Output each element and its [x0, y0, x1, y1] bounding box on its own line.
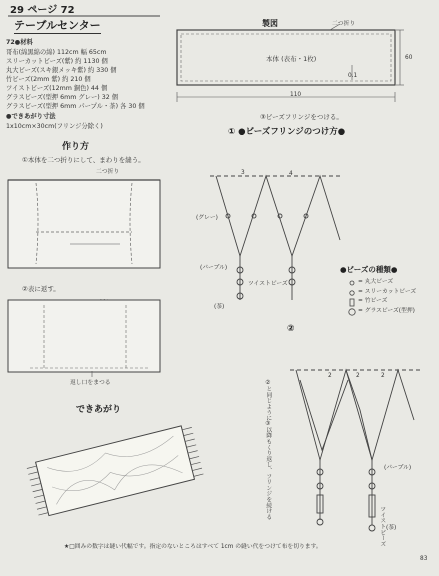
- fringe-count-3: 3: [241, 170, 245, 176]
- material-line: グラスビーズ(型押 6mm パープル・茶) 各 30 個: [6, 103, 145, 110]
- legend-heading: ●ビーズの種類●: [340, 265, 398, 274]
- legend-item: = スリーカットビーズ: [358, 289, 417, 295]
- fringe-count-4: 4: [289, 171, 293, 177]
- material-line: 哥布(綿黒綿の綿) 112cm 幅 65cm: [6, 49, 107, 56]
- fringe-diagram-1: [210, 176, 340, 300]
- page-reference: 29 ページ 72: [10, 5, 75, 16]
- howto-step1: ①本体を二つ折りにして、まわりを縫う。: [22, 156, 145, 164]
- pattern-width-dim: 110: [290, 92, 302, 98]
- fringe-intro: ③ビーズフリンジをつける。: [260, 113, 343, 121]
- label-twist-2: ツイストビーズ: [378, 506, 385, 547]
- finished-size: 1x10cm×30cm(フリンジ分除く): [6, 123, 103, 130]
- close-opening-label: 返し口をまつる: [70, 380, 111, 386]
- page-number: 83: [420, 556, 428, 562]
- material-line: グラスビーズ(型押 6mm グレー) 32 個: [6, 94, 119, 101]
- legend-icons: [349, 281, 355, 315]
- material-line: スリーカットビーズ(紫) 約 1130 個: [6, 58, 108, 65]
- footnote: ★□囲みの数字は縫い代幅です。指定のないところはすべて 1cm の縫い代をつけて布を切ります。: [64, 544, 322, 550]
- legend-item: = 竹ビーズ: [358, 298, 388, 304]
- finished-piece: [26, 423, 204, 517]
- legend-item: = グラスビーズ(型押): [358, 308, 415, 314]
- fringe-heading: ① ●ビーズフリンジのつけ方●: [228, 127, 346, 137]
- pattern-fold-label: 二つ折り: [332, 21, 356, 27]
- pattern-heading: 製図: [262, 19, 278, 28]
- howto-heading: 作り方: [62, 142, 90, 152]
- label-purple-2: (パープル): [384, 465, 412, 471]
- fringe-diagram-2: [290, 370, 420, 531]
- label-twist: ツイストビーズ: [248, 281, 288, 287]
- step1-fabric: [8, 180, 160, 268]
- material-line: 竹ビーズ(2mm 紫) 約 210 個: [6, 76, 91, 83]
- howto-step2: ②表に返す。: [22, 285, 60, 293]
- material-line: ツイストビーズ(12mm 銅色) 44 個: [6, 85, 108, 92]
- fringe-side-note: ②と同じように③以降もくり返し、フリンジを続ける: [264, 380, 271, 520]
- label-brown: (茶): [214, 304, 225, 310]
- pattern-seam-allowance: 0.1: [348, 73, 358, 79]
- fringe2-count: 2: [328, 373, 332, 379]
- fringe2-count: 2: [381, 373, 385, 379]
- pattern-body-label: 本体 (表布・1枚): [266, 55, 317, 63]
- label-purple: (パープル): [200, 265, 228, 271]
- finished-size-heading: ●できあがり寸法: [6, 113, 56, 120]
- fringe-step2-marker: ②: [287, 324, 295, 334]
- step2-fabric: [8, 300, 160, 377]
- pattern-height-dim: 60: [405, 55, 413, 61]
- finished-heading: できあがり: [76, 405, 122, 415]
- label-brown-2: (茶): [386, 525, 397, 531]
- material-line: 丸大ビーズ(スキ銀メッキ紫) 約 330 個: [6, 67, 117, 74]
- step1-fold-label: 二つ折り: [96, 169, 120, 175]
- fringe2-count: 2: [356, 373, 360, 379]
- legend-item: = 丸大ビーズ: [358, 279, 394, 285]
- materials-heading: 72●材料: [6, 39, 33, 46]
- label-grey: (グレー): [196, 215, 218, 221]
- page-title: テーブルセンター: [14, 19, 101, 32]
